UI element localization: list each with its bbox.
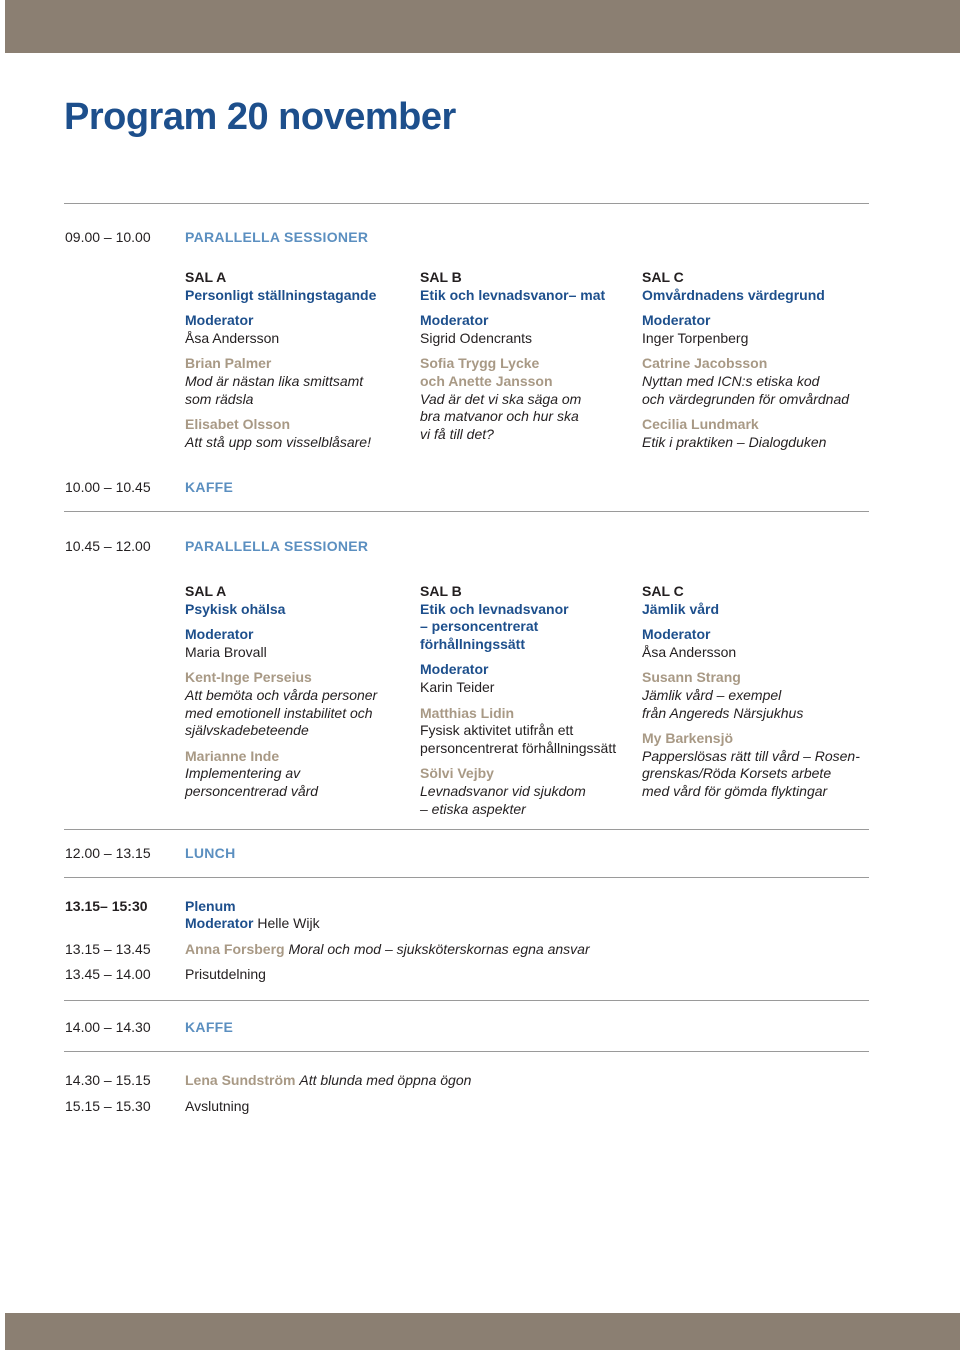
bottom-bar (5, 1313, 960, 1350)
session-label: PARALLELLA SESSIONER (185, 538, 369, 554)
program-item (185, 1072, 471, 1088)
session-title: Etik och levnadsvanor (420, 600, 569, 617)
moderator-name: Maria Brovall (185, 643, 267, 660)
moderator-label: Moderator (642, 626, 711, 643)
talk-topic: Implementering av (185, 765, 301, 782)
speaker-name: Matthias Lidin (420, 704, 515, 721)
talk-topic: personcentrerad vård (185, 782, 319, 799)
moderator-name: Inger Torpenberg (642, 329, 749, 346)
talk-topic: Papperslösas rätt till vård – Rosen- (642, 747, 860, 764)
talk-topic: vi få till det? (420, 425, 494, 442)
session-title: förhållningssätt (420, 635, 526, 652)
speaker-name: Cecilia Lundmark (642, 416, 759, 433)
speaker-name: Marianne Inde (185, 747, 280, 764)
moderator-label: Moderator (185, 626, 254, 643)
time-slot: 14.30 – 15.15 (65, 1072, 151, 1088)
moderator-name: Karin Teider (420, 678, 495, 695)
divider (64, 829, 869, 830)
moderator-label: Moderator (642, 312, 711, 329)
session-column (420, 583, 630, 818)
speaker-name: Sölvi Vejby (420, 765, 494, 782)
talk-topic: Mod är nästan lika smittsamt (185, 372, 364, 389)
break-label: KAFFE (185, 479, 234, 495)
session-title: Psykisk ohälsa (185, 600, 286, 617)
talk-topic: Fysisk aktivitet utifrån ett (420, 722, 574, 739)
talk-topic: och värdegrunden för omvårdnad (642, 390, 850, 407)
talk-topic: – etiska aspekter (420, 800, 526, 817)
moderator-label: Moderator (420, 312, 489, 329)
speaker-name: Catrine Jacobsson (642, 355, 768, 372)
room-label: SAL A (185, 583, 227, 599)
page-title: Program 20 november (64, 96, 456, 138)
talk-topic: Att bemöta och vårda personer (185, 686, 378, 703)
plenum-moderator (185, 915, 320, 931)
talk-topic: Jämlik vård – exempel (642, 686, 782, 703)
divider (64, 1000, 869, 1001)
speaker-name: Kent-Inge Perseius (185, 669, 312, 686)
time-slot: 13.15– 15:30 (65, 898, 148, 914)
talk-topic: från Angereds Närsjukhus (642, 704, 804, 721)
room-label: SAL B (420, 583, 462, 599)
moderator-name: Sigrid Odencrants (420, 329, 533, 346)
session-title: Omvårdnadens värdegrund (642, 286, 825, 303)
session-label: PARALLELLA SESSIONER (185, 229, 369, 245)
break-label: LUNCH (185, 845, 236, 861)
speaker-name: och Anette Jansson (420, 372, 553, 389)
divider (64, 1051, 869, 1052)
room-label: SAL B (420, 269, 462, 285)
moderator-label: Moderator (420, 661, 489, 678)
talk-topic: bra matvanor och hur ska (420, 408, 579, 425)
session-title: – personcentrerat (420, 618, 539, 635)
time-slot: 13.45 – 14.00 (65, 966, 151, 982)
divider (64, 511, 869, 512)
session-column (185, 583, 400, 801)
talk-topic: med vård för gömda flyktingar (642, 782, 828, 799)
session-title: Personligt ställningstagande (185, 286, 377, 303)
room-label: SAL A (185, 269, 227, 285)
plenum-block (185, 898, 320, 931)
session-title: Etik och levnadsvanor– mat (420, 286, 606, 303)
speaker-name: Elisabet Olsson (185, 416, 291, 433)
talk-topic: grenskas/Röda Korsets arbete (642, 765, 832, 782)
time-slot: 12.00 – 13.15 (65, 845, 151, 861)
speaker-name: Susann Strang (642, 669, 741, 686)
speaker-name: Sofia Trygg Lycke (420, 355, 540, 372)
moderator-name: Åsa Andersson (642, 643, 737, 660)
time-slot: 13.15 – 13.45 (65, 941, 151, 957)
talk-topic: Nyttan med ICN:s etiska kod (642, 372, 820, 389)
talk-topic: Vad är det vi ska säga om (420, 390, 582, 407)
divider (64, 203, 869, 204)
program-item: Avslutning (185, 1098, 250, 1114)
talk-topic: med emotionell instabilitet och (185, 704, 373, 721)
program-item (185, 941, 590, 957)
session-column (642, 269, 867, 451)
time-slot: 15.15 – 15.30 (65, 1098, 151, 1114)
talk-topic: som rädsla (185, 390, 254, 407)
room-label: SAL C (642, 269, 684, 285)
talk-topic: Att blunda med öppna ögon (299, 1072, 472, 1088)
speaker-name: Anna Forsberg (185, 941, 285, 957)
session-column (185, 269, 400, 451)
top-bar (5, 0, 960, 53)
session-column (420, 269, 630, 443)
talk-topic: självskadebeteende (185, 722, 309, 739)
talk-topic: Att stå upp som visselblåsare! (185, 433, 371, 450)
room-label: SAL C (642, 583, 684, 599)
plenum-label: Plenum (185, 898, 236, 914)
speaker-name: My Barkensjö (642, 730, 734, 747)
talk-topic: Levnadsvanor vid sjukdom (420, 782, 586, 799)
moderator-label: Moderator (185, 312, 254, 329)
moderator-label: Moderator (185, 915, 254, 931)
time-slot: 10.45 – 12.00 (65, 538, 151, 554)
talk-topic: personcentrerat förhållningssätt (420, 739, 617, 756)
break-label: KAFFE (185, 1019, 234, 1035)
time-slot: 10.00 – 10.45 (65, 479, 151, 495)
talk-topic: Moral och mod – sjuksköterskornas egna ansvar (288, 941, 590, 957)
time-slot: 14.00 – 14.30 (65, 1019, 151, 1035)
divider (64, 877, 869, 878)
moderator-name: Helle Wijk (257, 915, 320, 931)
talk-topic: Etik i praktiken – Dialogduken (642, 433, 827, 450)
speaker-name: Lena Sundström (185, 1072, 296, 1088)
session-title: Jämlik vård (642, 600, 720, 617)
session-column (642, 583, 867, 801)
moderator-name: Åsa Andersson (185, 329, 280, 346)
time-slot: 09.00 – 10.00 (65, 229, 151, 245)
speaker-name: Brian Palmer (185, 355, 272, 372)
program-item: Prisutdelning (185, 966, 266, 982)
